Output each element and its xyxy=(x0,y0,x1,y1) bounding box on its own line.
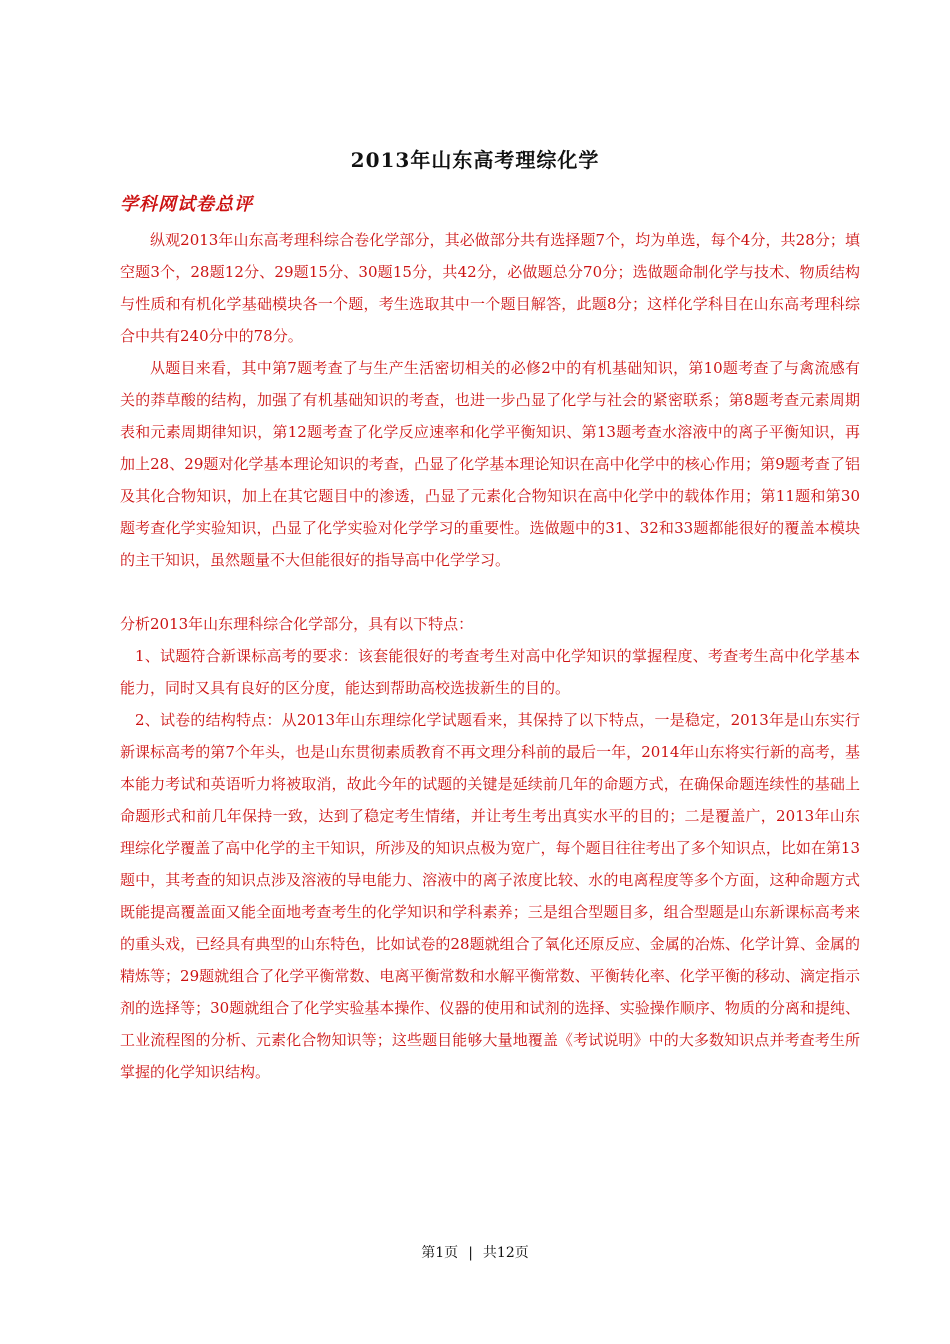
overview-block xyxy=(120,224,860,352)
page-number: 第1页 xyxy=(421,1245,459,1261)
analysis-block xyxy=(120,352,860,576)
features-block xyxy=(120,608,860,1088)
paragraph-question-analysis: 从题目来看，其中第7题考查了与生产生活密切相关的必修2中的有机基础知识，第10题考查了与禽流感有关的莽草酸的结构，加强了有机基础知识的考查，也进一步凸显了化学与社会的紧密联系；第8题考查元素周期表和元素周期律知识，第12题考查了化学反应速率和化学平衡知识、第13题考查水溶液中的离子平衡知识，再加上28、29题对化学基本理论知识的考查，凸显了化学基本理论知识在高中化学中的核心作用；第9题考查了铝及其化合物知识，加上在其它题目中的渗透，凸显了元素化合物知识在高中化学中的载体作用；第11题和第30题考查化学实验知识，凸显了化学实验对化学学习的重要性。选做题中的31、32和33题都能很好的覆盖本模块的主干知识，虽然题量不大但能很好的指导高中化学学习。 xyxy=(120,359,860,569)
page-total: 共12页 xyxy=(482,1245,529,1261)
footer-separator: | xyxy=(468,1245,473,1261)
paragraph-overview: 纵观2013年山东高考理科综合卷化学部分，其必做部分共有选择题7个，均为单选，每个4分，共28分；填空题3个，28题12分、29题15分、30题15分，共42分，必做题总分70分；选做题命制化学与技术、物质结构与性质和有机化学基础模块各一个题，考生选取其中一个题目解答，此题8分；这样化学科目在山东高考理科综合中共有240分中的78分。 xyxy=(120,231,860,345)
section-heading: 学科网试卷总评 xyxy=(120,194,253,215)
page-footer xyxy=(0,1242,950,1262)
page-title: 2013年山东高考理综化学 xyxy=(350,148,600,172)
paragraph-feature-1: 1、试题符合新课标高考的要求：该套能很好的考查考生对高中化学知识的掌握程度、考查考生高中化学基本能力，同时又具有良好的区分度，能达到帮助高校选拔新生的目的。 xyxy=(120,647,860,697)
paragraph-feature-2: 2、试卷的结构特点：从2013年山东理综化学试题看来，其保持了以下特点，一是稳定，2013年是山东实行新课标高考的第7个年头，也是山东贯彻素质教育不再文理分科前的最后一年，2014年山东将实行新的高考，基本能力考试和英语听力将被取消，故此今年的试题的关键是延续前几年的命题方式，在确保命题连续性的基础上命题形式和前几年保持一致，达到了稳定考生情绪，并让考生考出真实水平的目的；二是覆盖广，2013年山东理综化学覆盖了高中化学的主干知识，所涉及的知识点极为宽广，每个题目往往考出了多个知识点，比如在第13题中，其考查的知识点涉及溶液的导电能力、溶液中的离子浓度比较、水的电离程度等多个方面，这种命题方式既能提高覆盖面又能全面地考查考生的化学知识和学科素养；三是组合型题目多，组合型题是山东新课标高考来的重头戏，已经具有典型的山东特色，比如试卷的28题就组合了氧化还原反应、金属的冶炼、化学计算、金属的精炼等；29题就组合了化学平衡常数、电离平衡常数和水解平衡常数、平衡转化率、化学平衡的移动、滴定指示剂的选择等；30题就组合了化学实验基本操作、仪器的使用和试剂的选择、实验操作顺序、物质的分离和提纯、工业流程图的分析、元素化合物知识等；这些题目能够大量地覆盖《考试说明》中的大多数知识点并考查考生所掌握的化学知识结构。 xyxy=(120,711,860,1081)
paragraph-features-intro: 分析2013年山东理科综合化学部分，具有以下特点： xyxy=(120,615,474,633)
